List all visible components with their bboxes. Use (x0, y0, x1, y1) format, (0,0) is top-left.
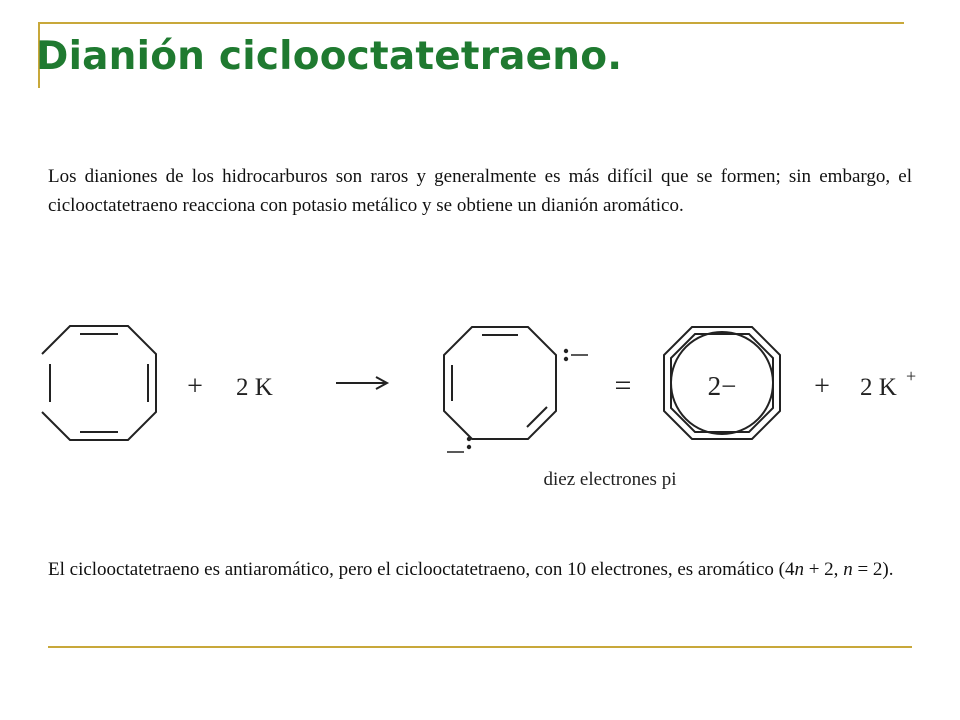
variable-n-2: n (843, 559, 853, 580)
intro-paragraph: Los dianiones de los hidrocarburos son raros y generalmente es más difícil que se formen; sin embargo, el ciclooctatetraeno reacciona con potasio metálico y se obtiene un dianión aromático. (48, 166, 912, 216)
dianion-structure (444, 327, 556, 439)
dianion-lone-pair-top (564, 349, 588, 361)
top-rule (40, 22, 904, 24)
charge-label: 2− (707, 371, 737, 401)
dianion-lone-pair-bottom (447, 437, 471, 452)
cyclooctatetraene-structure (42, 326, 156, 440)
page-title: Dianión ciclooctatetraeno. (36, 34, 623, 79)
reagent-label: 2 K (236, 374, 273, 401)
reaction-scheme (0, 300, 960, 500)
conclusion-paragraph (48, 555, 912, 584)
reaction-caption: diez electrones pi (543, 469, 677, 490)
bottom-rule (48, 646, 912, 648)
conclusion-text-a: El ciclooctatetraeno es antiaromático, pero el ciclooctatetraeno, con 10 electrones, es aromático (4 (48, 559, 795, 580)
plus-sign-2: + (814, 371, 830, 402)
reaction-arrow (336, 377, 387, 389)
variable-n: n (794, 559, 804, 580)
conclusion-text-c: = 2). (852, 559, 894, 580)
equals-sign: = (614, 369, 632, 402)
product-k-charge: + (906, 366, 917, 386)
plus-sign: + (187, 371, 203, 402)
product-k-label: 2 K (860, 374, 897, 401)
conclusion-text-b: + 2, (803, 559, 844, 580)
